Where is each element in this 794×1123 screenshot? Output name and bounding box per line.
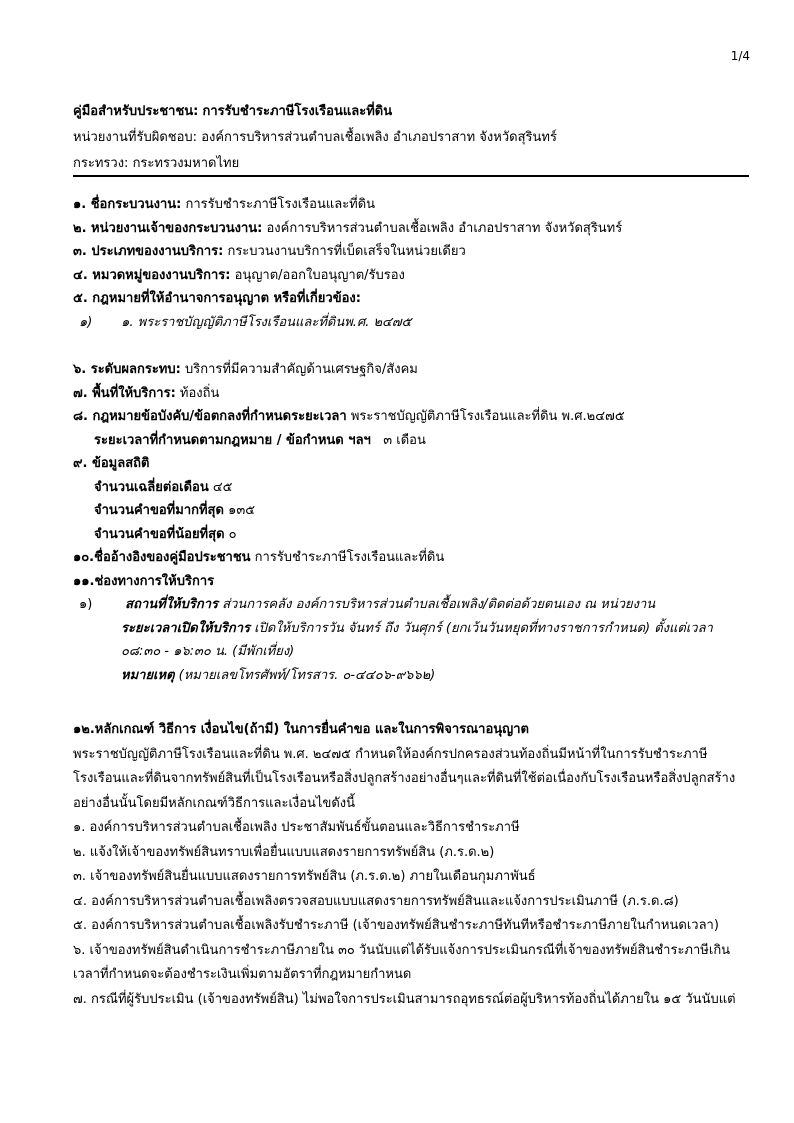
- item-8-duration: [73, 429, 753, 453]
- item-4: [73, 264, 753, 288]
- stat-max: [73, 499, 753, 523]
- criteria-step-1: ๑. องค์การบริหารส่วนตำบลเชื้อเพลิง ประชาสัมพันธ์ขั้นตอนและวิธีการชำระภาษี: [73, 820, 520, 835]
- criteria-section: [73, 718, 753, 1012]
- stat-max-value: ๑๓๕: [228, 503, 256, 518]
- ministry-label: กระทรวง:: [73, 156, 129, 171]
- criteria-heading: ๑๒.หลักเกณฑ์ วิธีการ เงื่อนไข(ถ้ามี) ในการยื่นคำขอ และในการพิจารณาอนุญาต: [73, 722, 529, 737]
- agency-label: หน่วยงานที่รับผิดชอบ:: [73, 130, 198, 145]
- item-10: [73, 546, 753, 570]
- ministry-value: กระทรวงมหาดไทย: [132, 156, 240, 171]
- law-entry-number: ๑): [79, 314, 93, 330]
- stat-average-value: ๔๕: [212, 479, 233, 495]
- item-5: [73, 287, 753, 311]
- stat-min: [73, 523, 753, 547]
- law-entry-text: ๑. พระราชบัญญัติภาษีโรงเรือนและที่ดินพ.ศ. ๒๔๗๕: [121, 314, 412, 330]
- agency-line: [73, 125, 753, 151]
- criteria-step-2: ๒. แจ้งให้เจ้าของทรัพย์สินทราบเพื่อยื่นแบบแสดงรายการทรัพย์สิน (ภ.ร.ด.๒): [73, 844, 495, 860]
- channel-place-value: ส่วนการคลัง องค์การบริหารส่วนตำบลเชื้อเพลิง/ติดต่อด้วยตนเอง ณ หน่วยงาน: [222, 597, 656, 612]
- item-11: [73, 570, 753, 594]
- item-3-label: ๓. ประเภทของงานบริการ:: [73, 244, 224, 259]
- item-6: [73, 358, 753, 382]
- channel-note: [73, 664, 753, 688]
- channel-place: [73, 593, 753, 617]
- criteria-paragraph-line-1: พระราชบัญญัติภาษีโรงเรือนและที่ดิน พ.ศ. ๒๔๗๕ กำหนดให้องค์กรปกครองส่วนท้องถิ่นมีหน้าที่ในการรับชำระภาษี: [73, 746, 708, 762]
- channel-hours-cont: [73, 640, 753, 664]
- details-section: [73, 193, 753, 687]
- stat-max-label: จำนวนคำขอที่มากที่สุด: [94, 503, 224, 518]
- item-8-duration-label: ระยะเวลาที่กำหนดตามกฎหมาย / ข้อกำหนด ฯลฯ: [94, 432, 371, 448]
- item-4-label: ๔. หมวดหมู่ของงานบริการ:: [73, 267, 231, 283]
- header-divider: [73, 175, 749, 177]
- item-9-label: ๙. ข้อมูลสถิติ: [73, 456, 150, 471]
- item-1-value: การรับชำระภาษีโรงเรือนและที่ดิน: [185, 197, 376, 212]
- document-header: [73, 99, 753, 177]
- item-10-value: การรับชำระภาษีโรงเรือนและที่ดิน: [254, 550, 445, 565]
- law-entry: [73, 311, 753, 335]
- item-3-value: กระบวนงานบริการที่เบ็ดเสร็จในหน่วยเดียว: [227, 244, 466, 259]
- stat-average-label: จำนวนเฉลี่ยต่อเดือน: [94, 479, 209, 495]
- channel-note-label: หมายเหตุ: [121, 667, 175, 683]
- item-2-label: ๒. หน่วยงานเจ้าของกระบวนงาน:: [73, 220, 263, 236]
- item-8-duration-value: ๓ เดือน: [383, 432, 426, 448]
- item-3: [73, 240, 753, 264]
- channel-hours-value-2: ๐๘:๓๐ - ๑๖:๓๐ น. (มีพักเที่ยง): [121, 644, 295, 659]
- channel-hours-value: เปิดให้บริการวัน จันทร์ ถึง วันศุกร์ (ยกเว้นวันหยุดที่ทางราชการกำหนด) ตั้งแต่เวลา: [254, 620, 713, 636]
- criteria-step-7: ๗. กรณีที่ผู้รับประเมิน (เจ้าของทรัพย์สิน) ไม่พอใจการประเมินสามารถอุทธรณ์ต่อผู้บริหารท้องถิ่นได้ภายใน ๑๕ วันนับแต่: [73, 991, 736, 1007]
- handbook-title-value: การรับชำระภาษีโรงเรือนและที่ดิน: [202, 104, 393, 119]
- stat-min-value: ๐: [228, 526, 237, 542]
- criteria-step-6-cont: เวลาที่กำหนดจะต้องชำระเงินเพิ่มตามอัตราที่กฎหมายกำหนด: [73, 967, 412, 982]
- item-5-label: ๕. กฎหมายที่ให้อำนาจการอนุญาต หรือที่เกี่ยวข้อง:: [73, 291, 361, 306]
- item-7-value: ท้องถิ่น: [179, 385, 220, 401]
- channel-note-value: (หมายเลขโทรศัพท์/โทรสาร. ๐-๔๔๐๖-๙๖๖๒): [178, 667, 436, 683]
- item-2-value: องค์การบริหารส่วนตำบลเชื้อเพลิง อำเภอปราสาท จังหวัดสุรินทร์: [266, 220, 623, 236]
- criteria-paragraph-line-3: อย่างอื่นนั้นโดยมีหลักเกณฑ์วิธีการและเงื่อนไขดังนี้: [73, 795, 356, 811]
- item-9: [73, 452, 753, 476]
- criteria-step-5: ๕. องค์การบริหารส่วนตำบลเชื้อเพลิงรับชำระภาษี (เจ้าของทรัพย์สินชำระภาษีทันทีหรือชำระภาษีภายในกำหนดเวลา): [73, 918, 719, 933]
- item-2: [73, 217, 753, 241]
- item-7-label: ๗. พื้นที่ให้บริการ:: [73, 385, 176, 401]
- ministry-line: [73, 151, 753, 177]
- spacer: [73, 334, 753, 358]
- item-7: [73, 382, 753, 406]
- channel-number: ๑): [79, 597, 93, 612]
- item-6-value: บริการที่มีความสำคัญด้านเศรษฐกิจ/สังคม: [184, 362, 418, 377]
- item-10-label: ๑๐.ชื่ออ้างอิงของคู่มือประชาชน: [73, 550, 251, 565]
- channel-place-label: สถานที่ให้บริการ: [125, 597, 219, 612]
- page-number: 1/4: [730, 49, 750, 63]
- handbook-title-line: [73, 99, 753, 125]
- channel-hours-label: ระยะเวลาเปิดให้บริการ: [121, 620, 251, 636]
- channel-hours: [73, 617, 753, 641]
- handbook-title-label: คู่มือสำหรับประชาชน:: [73, 104, 199, 119]
- item-8: [73, 405, 753, 429]
- item-11-label: ๑๑.ช่องทางการให้บริการ: [73, 573, 215, 589]
- item-8-value: พระราชบัญญัติภาษีโรงเรือนและที่ดิน พ.ศ.๒๔๗๕: [350, 409, 625, 424]
- item-1: [73, 193, 753, 217]
- stat-average: [73, 476, 753, 500]
- criteria-step-3: ๓. เจ้าของทรัพย์สินยื่นแบบแสดงรายการทรัพย์สิน (ภ.ร.ด.๒) ภายในเดือนกุมภาพันธ์: [73, 869, 536, 884]
- item-6-label: ๖. ระดับผลกระทบ:: [73, 362, 181, 377]
- stat-min-label: จำนวนคำขอที่น้อยที่สุด: [94, 526, 225, 542]
- criteria-step-6: ๖. เจ้าของทรัพย์สินดำเนินการชำระภาษีภายใน ๓๐ วันนับแต่ได้รับแจ้งการประเมินกรณีที่เจ้าของทรัพย์สินชำระภาษีเกิน: [73, 942, 731, 958]
- criteria-paragraph-line-2: โรงเรือนและที่ดินจากทรัพย์สินที่เป็นโรงเรือนหรือสิ่งปลูกสร้างอย่างอื่นๆและที่ดินที่ใช้ต่อเนื่องกับโรงเรือนหรือสิ่งปลูกสร้าง: [73, 771, 736, 786]
- item-1-label: ๑. ชื่อกระบวนงาน:: [73, 197, 182, 212]
- criteria-step-4: ๔. องค์การบริหารส่วนตำบลเชื้อเพลิงตรวจสอบแบบแสดงรายการทรัพย์สินและแจ้งการประเมินภาษี (ภ.ร.ด.๘): [73, 893, 679, 909]
- item-4-value: อนุญาต/ออกใบอนุญาต/รับรอง: [234, 267, 405, 283]
- agency-value: องค์การบริหารส่วนตำบลเชื้อเพลิง อำเภอปราสาท จังหวัดสุรินทร์: [201, 130, 557, 145]
- item-8-label: ๘. กฎหมายข้อบังคับ/ข้อตกลงที่กำหนดระยะเวลา: [73, 409, 347, 424]
